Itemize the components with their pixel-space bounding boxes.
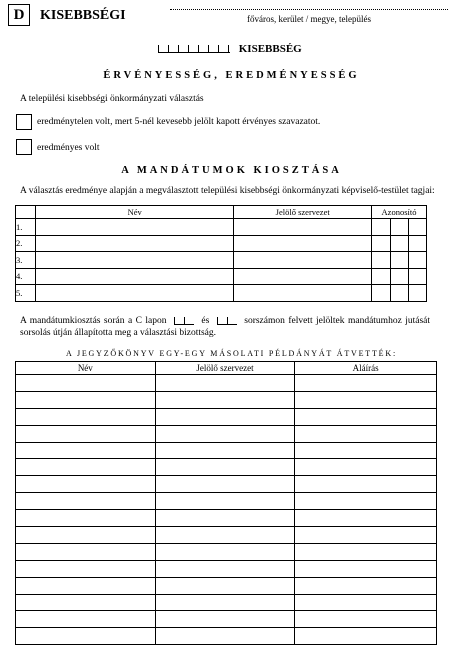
- name-cell[interactable]: [16, 476, 156, 493]
- table-row: [16, 577, 437, 594]
- members-name-header: Név: [35, 206, 233, 219]
- row-number: 2.: [16, 235, 36, 252]
- signature-cell[interactable]: [295, 476, 437, 493]
- signature-cell[interactable]: [295, 527, 437, 544]
- table-row: [16, 252, 427, 269]
- org-cell[interactable]: [155, 459, 295, 476]
- table-row: [16, 268, 427, 285]
- signature-cell[interactable]: [295, 442, 437, 459]
- table-row: [16, 594, 437, 611]
- signature-cell[interactable]: [295, 375, 437, 392]
- org-cell[interactable]: [155, 628, 295, 645]
- name-cell[interactable]: [16, 408, 156, 425]
- name-cell[interactable]: [16, 375, 156, 392]
- table-row: [16, 391, 437, 408]
- org-cell[interactable]: [155, 476, 295, 493]
- row-number: 3.: [16, 252, 36, 269]
- lottery-number-field-1[interactable]: [174, 317, 194, 325]
- id-cell[interactable]: [391, 252, 409, 269]
- form-letter-box: D: [8, 4, 30, 26]
- successful-label: eredményes volt: [37, 143, 100, 153]
- table-row: [16, 543, 437, 560]
- name-cell[interactable]: [35, 235, 233, 252]
- name-cell[interactable]: [16, 611, 156, 628]
- id-cell[interactable]: [372, 235, 391, 252]
- org-cell[interactable]: [155, 611, 295, 628]
- row-number: 5.: [16, 285, 36, 302]
- lottery-and: és: [201, 316, 210, 326]
- signature-cell[interactable]: [295, 577, 437, 594]
- members-header-row: [16, 206, 427, 219]
- table-row: [16, 476, 437, 493]
- name-cell[interactable]: [16, 560, 156, 577]
- lottery-text-part2: sorszámon felvett jelöltek mandátumhoz jutását sorsolás útján állapította meg a választási bizottság.: [20, 316, 431, 338]
- copies-org-header: Jelölő szervezet: [155, 362, 295, 375]
- org-cell[interactable]: [155, 425, 295, 442]
- table-row: [16, 527, 437, 544]
- name-cell[interactable]: [16, 527, 156, 544]
- name-cell[interactable]: [35, 285, 233, 302]
- name-cell[interactable]: [16, 459, 156, 476]
- copies-heading: A JEGYZŐKÖNYV EGY-EGY MÁSOLATI PÉLDÁNYÁT ÁTVETTÉK:: [66, 349, 397, 358]
- signature-cell[interactable]: [295, 560, 437, 577]
- table-row: [16, 493, 437, 510]
- signature-cell[interactable]: [295, 425, 437, 442]
- minority-name-field[interactable]: [158, 45, 230, 53]
- org-cell[interactable]: [155, 577, 295, 594]
- validity-heading: ÉRVÉNYESSÉG, EREDMÉNYESSÉG: [103, 70, 360, 81]
- org-cell[interactable]: [234, 285, 372, 302]
- mandates-intro: A választás eredménye alapján a megválasztott települési kisebbségi önkormányzati képviselő-testület tagjai:: [20, 186, 435, 196]
- lottery-paragraph: [20, 315, 430, 339]
- name-cell[interactable]: [16, 577, 156, 594]
- name-cell[interactable]: [16, 493, 156, 510]
- members-table: [15, 205, 427, 302]
- copies-table: [15, 361, 437, 645]
- org-cell[interactable]: [155, 493, 295, 510]
- table-row: [16, 510, 437, 527]
- signature-cell[interactable]: [295, 408, 437, 425]
- signature-cell[interactable]: [295, 510, 437, 527]
- org-cell[interactable]: [155, 442, 295, 459]
- members-number-header: [16, 206, 36, 219]
- place-caption: főváros, kerület / megye, település: [247, 14, 371, 24]
- members-org-header: Jelölő szervezet: [234, 206, 372, 219]
- validity-intro: A települési kisebbségi önkormányzati választás: [20, 94, 204, 104]
- signature-cell[interactable]: [295, 391, 437, 408]
- id-cell[interactable]: [391, 235, 409, 252]
- id-cell[interactable]: [408, 268, 426, 285]
- id-cell[interactable]: [372, 285, 391, 302]
- name-cell[interactable]: [16, 510, 156, 527]
- org-cell[interactable]: [155, 408, 295, 425]
- org-cell[interactable]: [234, 268, 372, 285]
- lottery-text-part1: A mandátumkiosztás során a C lapon: [20, 316, 167, 326]
- org-cell[interactable]: [234, 219, 372, 236]
- name-cell[interactable]: [35, 252, 233, 269]
- minority-label: KISEBBSÉG: [238, 43, 302, 55]
- name-cell[interactable]: [35, 219, 233, 236]
- successful-checkbox[interactable]: [16, 139, 32, 155]
- copies-header-row: [16, 362, 437, 375]
- id-cell[interactable]: [391, 219, 409, 236]
- table-row: [16, 235, 427, 252]
- table-row: [16, 560, 437, 577]
- unsuccessful-checkbox[interactable]: [16, 114, 32, 130]
- id-cell[interactable]: [391, 268, 409, 285]
- signature-cell[interactable]: [295, 493, 437, 510]
- name-cell[interactable]: [35, 268, 233, 285]
- org-cell[interactable]: [155, 375, 295, 392]
- name-cell[interactable]: [16, 442, 156, 459]
- id-cell[interactable]: [372, 252, 391, 269]
- name-cell[interactable]: [16, 391, 156, 408]
- id-cell[interactable]: [408, 235, 426, 252]
- signature-cell[interactable]: [295, 459, 437, 476]
- org-cell[interactable]: [155, 560, 295, 577]
- form-title: KISEBBSÉGI: [40, 8, 126, 23]
- signature-cell[interactable]: [295, 543, 437, 560]
- table-row: [16, 628, 437, 645]
- minority-name-line: [158, 43, 302, 55]
- id-cell[interactable]: [408, 252, 426, 269]
- table-row: [16, 219, 427, 236]
- name-cell[interactable]: [16, 628, 156, 645]
- row-number: 4.: [16, 268, 36, 285]
- place-dotted-line[interactable]: [170, 9, 448, 10]
- id-cell[interactable]: [408, 285, 426, 302]
- name-cell[interactable]: [16, 425, 156, 442]
- id-cell[interactable]: [391, 285, 409, 302]
- signature-cell[interactable]: [295, 611, 437, 628]
- id-cell[interactable]: [408, 219, 426, 236]
- org-cell[interactable]: [155, 527, 295, 544]
- table-row: [16, 408, 437, 425]
- name-cell[interactable]: [16, 543, 156, 560]
- signature-cell[interactable]: [295, 628, 437, 645]
- org-cell[interactable]: [234, 235, 372, 252]
- table-row: [16, 459, 437, 476]
- table-row: [16, 425, 437, 442]
- org-cell[interactable]: [155, 543, 295, 560]
- org-cell[interactable]: [155, 594, 295, 611]
- lottery-number-field-2[interactable]: [217, 317, 237, 325]
- copies-signature-header: Aláírás: [295, 362, 437, 375]
- row-number: 1.: [16, 219, 36, 236]
- org-cell[interactable]: [234, 252, 372, 269]
- table-row: [16, 611, 437, 628]
- mandates-heading: A MANDÁTUMOK KIOSZTÁSA: [121, 165, 342, 176]
- table-row: [16, 285, 427, 302]
- table-row: [16, 375, 437, 392]
- name-cell[interactable]: [16, 594, 156, 611]
- org-cell[interactable]: [155, 391, 295, 408]
- unsuccessful-label: eredménytelen volt, mert 5-nél kevesebb jelölt kapott érvényes szavazatot.: [37, 117, 321, 127]
- members-id-header: Azonosító: [372, 206, 427, 219]
- table-row: [16, 442, 437, 459]
- signature-cell[interactable]: [295, 594, 437, 611]
- id-cell[interactable]: [372, 219, 391, 236]
- org-cell[interactable]: [155, 510, 295, 527]
- copies-name-header: Név: [16, 362, 156, 375]
- id-cell[interactable]: [372, 268, 391, 285]
